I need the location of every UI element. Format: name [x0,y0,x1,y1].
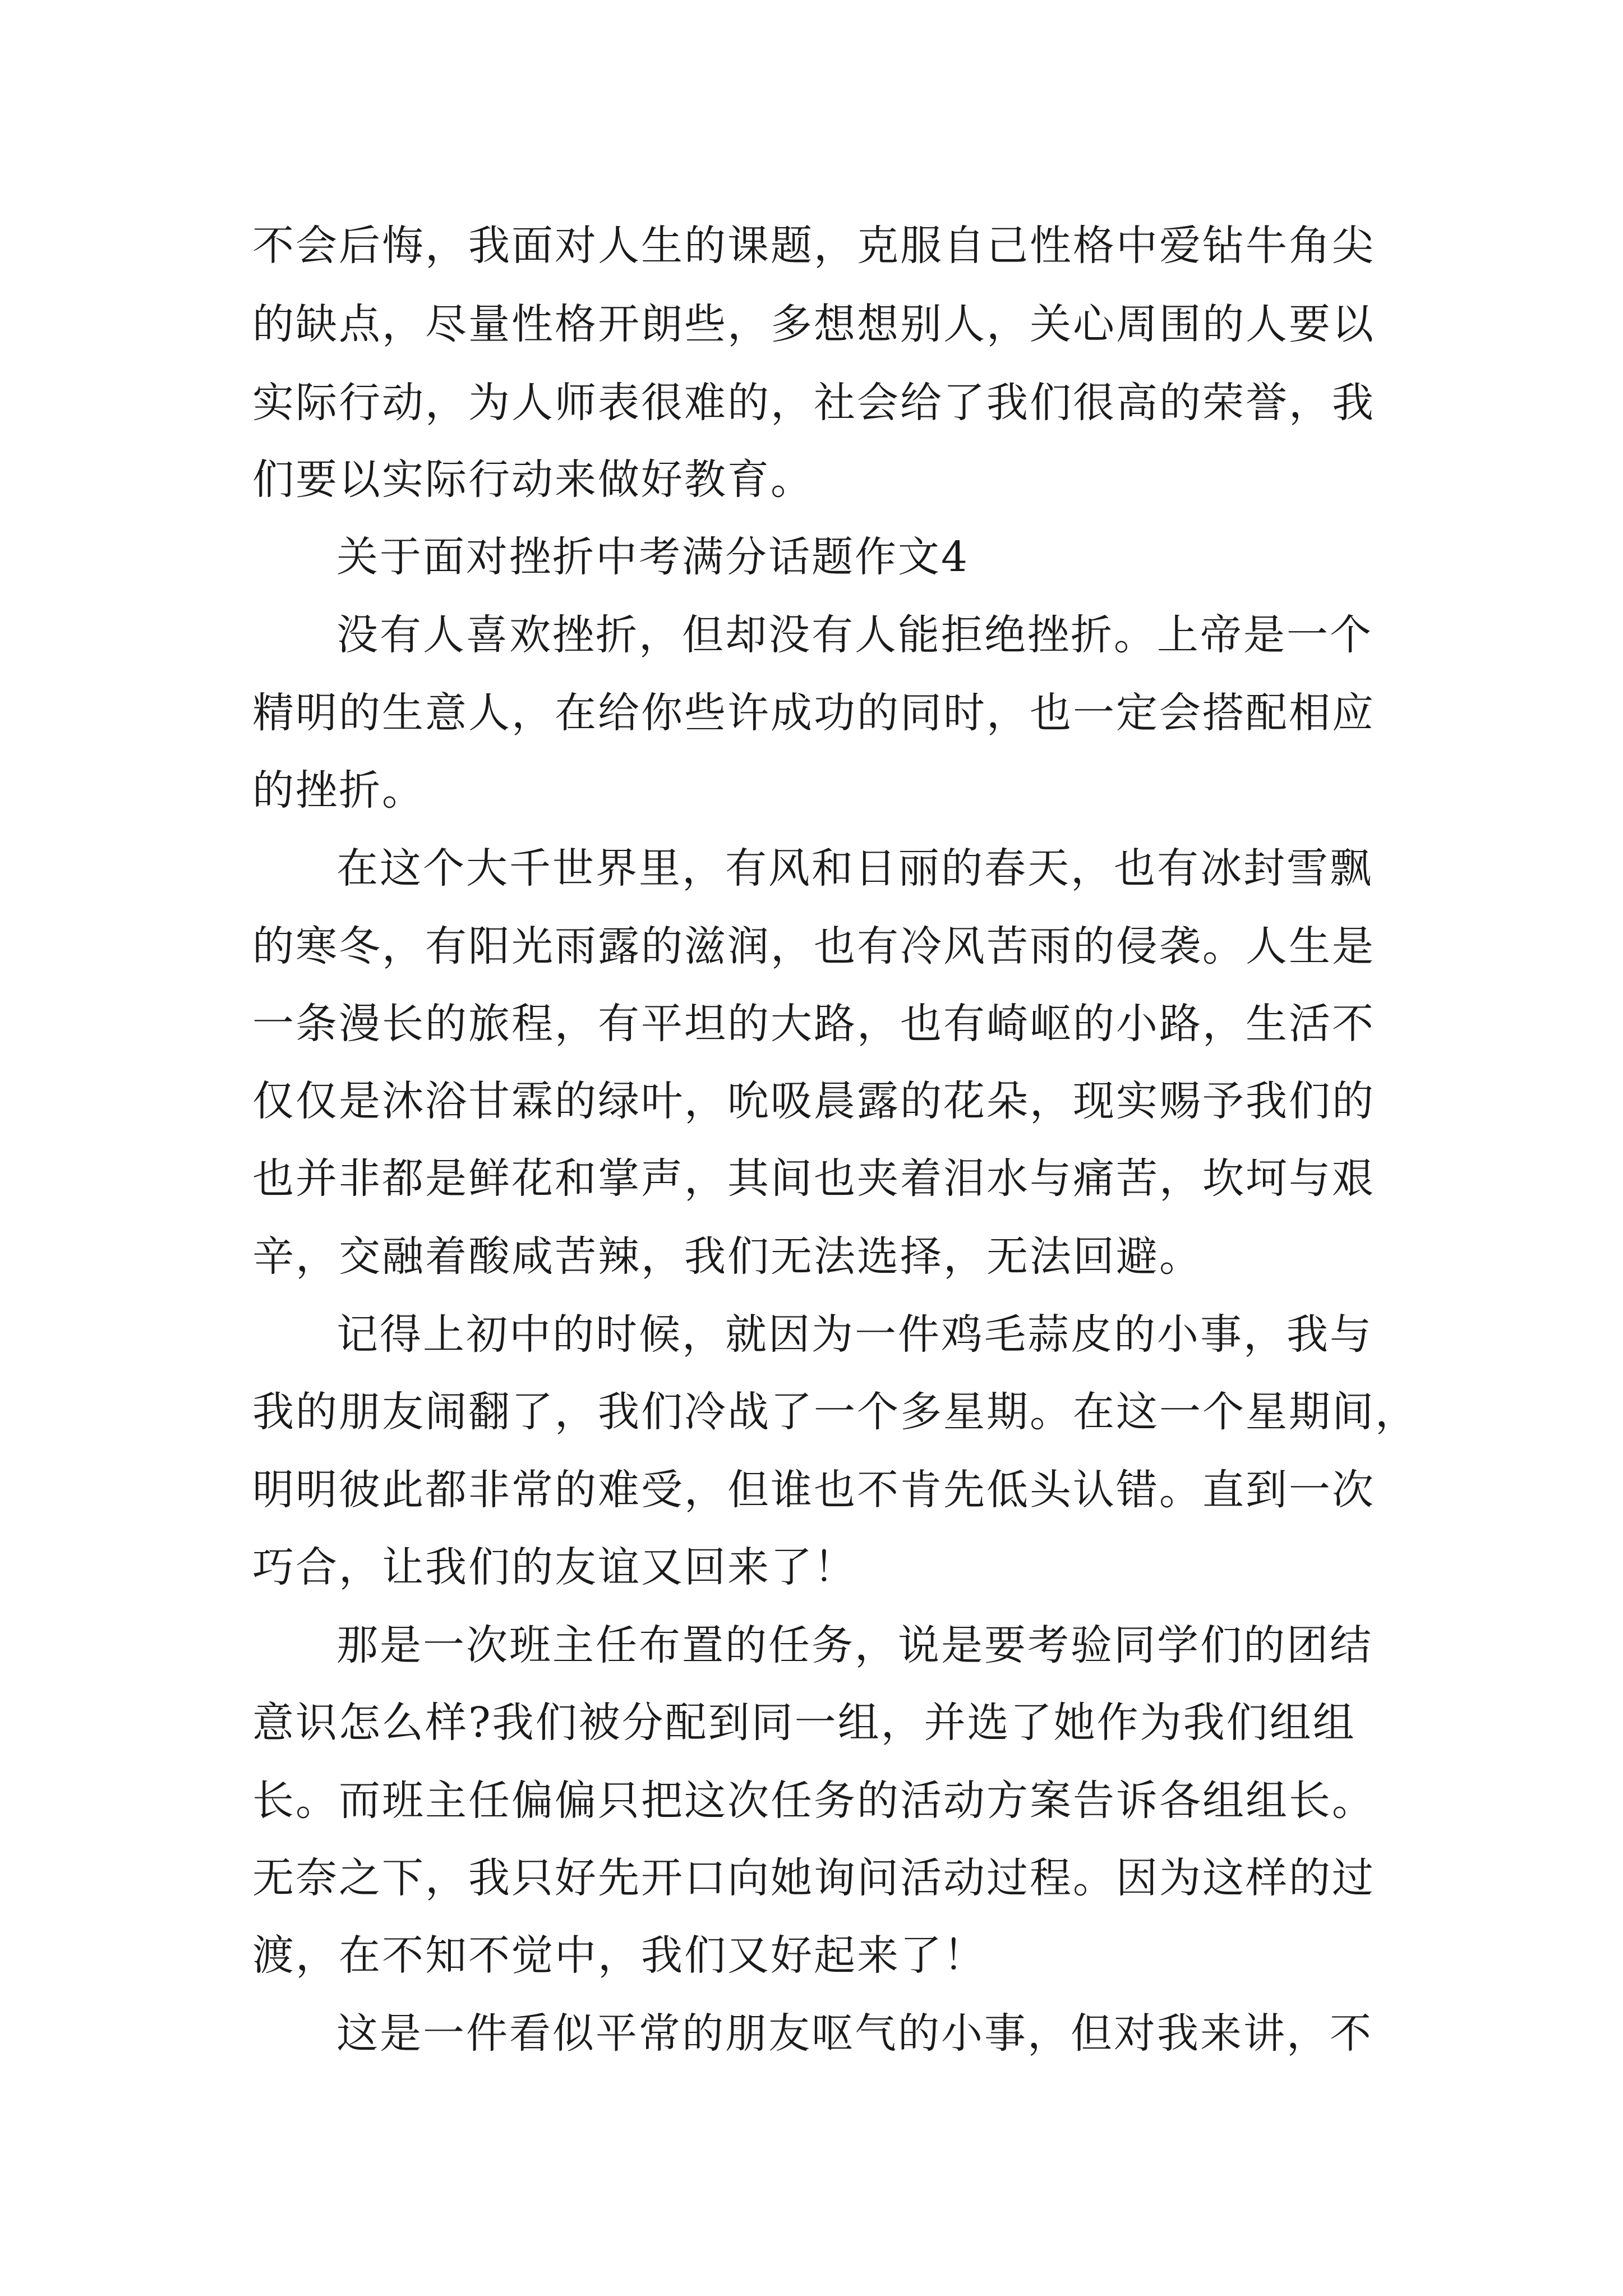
text-line: 在这个大千世界里，有风和日丽的春天，也有冰封雪飘 [336,844,1373,892]
text-line: 不会后悔，我面对人生的课题，克服自己性格中爱钻牛角尖 [252,222,1375,270]
text-line: 一条漫长的旅程，有平坦的大路，也有崎岖的小路，生活不 [252,1000,1375,1048]
text-line: 仅仅是沐浴甘霖的绿叶，吮吸晨露的花朵，现实赐予我们的 [252,1077,1375,1125]
text-line: 渡，在不知不觉中，我们又好起来了！ [252,1931,986,1980]
text-line: 的缺点，尽量性格开朗些，多想想别人，关心周围的人要以 [252,300,1375,348]
text-line: 们要以实际行动来做好教育。 [252,455,814,504]
text-line: 巧合，让我们的友谊又回来了！ [252,1543,857,1591]
text-line: 我的朋友闹翻了，我们冷战了一个多星期。在这一个星期间， [252,1388,1418,1436]
text-line: 长。而班主任偏偏只把这次任务的活动方案告诉各组组长。 [252,1777,1375,1825]
text-line: 也并非都是鲜花和掌声，其间也夹着泪水与痛苦，坎坷与艰 [252,1154,1375,1203]
text-line: 明明彼此都非常的难受，但谁也不肯先低头认错。直到一次 [252,1466,1375,1514]
text-line: 这是一件看似平常的朋友呕气的小事，但对我来讲，不 [336,2009,1373,2058]
text-line: 没有人喜欢挫折，但却没有人能拒绝挫折。上帝是一个 [336,611,1373,659]
text-line: 无奈之下，我只好先开口向她询问活动过程。因为这样的过 [252,1854,1375,1902]
text-line: 实际行动，为人师表很难的，社会给了我们很高的荣誉，我 [252,379,1375,427]
text-line: 精明的生意人，在给你些许成功的同时，也一定会搭配相应 [252,689,1375,737]
text-line: 的挫折。 [252,766,425,815]
section-heading: 关于面对挫折中考满分话题作文4 [336,533,970,581]
text-line: 的寒冬，有阳光雨露的滋润，也有冷风苦雨的侵袭。人生是 [252,922,1375,970]
text-line: 意识怎么样?我们被分配到同一组，并选了她作为我们组组 [252,1699,1356,1747]
text-line: 记得上初中的时候，就因为一件鸡毛蒜皮的小事，我与 [336,1310,1373,1359]
text-line: 辛，交融着酸咸苦辣，我们无法选择，无法回避。 [252,1232,1202,1281]
text-line: 那是一次班主任布置的任务，说是要考验同学们的团结 [336,1621,1373,1669]
